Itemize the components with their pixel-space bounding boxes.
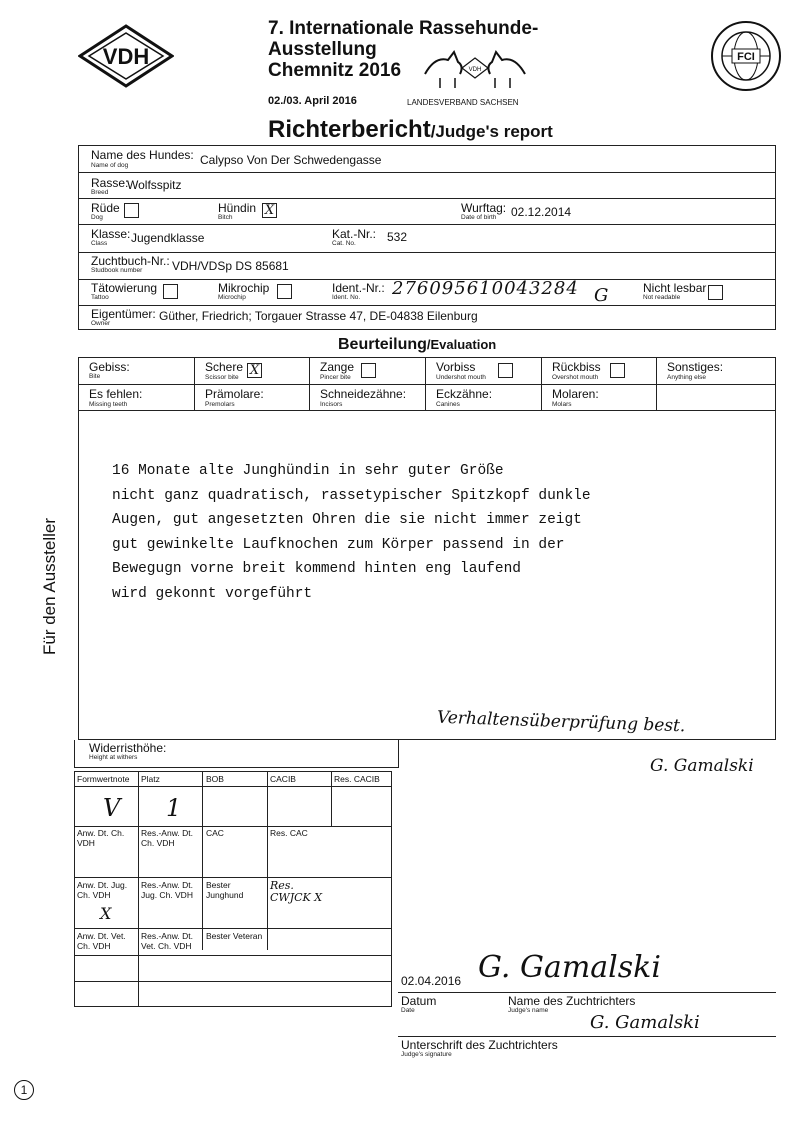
ident-sublabel: Ident. No. (332, 294, 361, 301)
premolars-label: Prämolare: (205, 387, 264, 401)
pincer-label: Zange (320, 360, 355, 374)
overshot-sublabel: Overshot mouth (552, 374, 599, 381)
bite-sublabel: Bite (89, 373, 101, 380)
other-sublabel: Anything else (667, 374, 707, 381)
anw-dt-jug-ch: Anw. Dt. Jug. Ch. VDH (77, 880, 128, 900)
behavior-note: Verhaltensüberprüfung best. (436, 707, 686, 737)
sidebar-for-exhibitor: Für den Aussteller (40, 517, 59, 655)
ident-value: 276095610043284 (392, 278, 579, 299)
scissor-label: Schere (205, 360, 244, 374)
incisors-sublabel: Incisors (320, 401, 343, 408)
anw-dt-vet-ch: Anw. Dt. Vet. Ch. VDH (77, 931, 126, 951)
judge-name-label: Name des Zuchtrichters (508, 994, 636, 1008)
female-sublabel: Bitch (218, 214, 233, 221)
female-checkbox[interactable]: X (262, 203, 277, 218)
res-anw-dt-jug-ch: Res.-Anw. Dt. Jug. Ch. VDH (141, 880, 193, 900)
svg-text:VDH: VDH (468, 67, 482, 73)
unreadable-sublabel: Not readable (643, 294, 681, 301)
anw-dt-ch: Anw. Dt. Ch. VDH (77, 828, 125, 848)
best-junior: Bester Junghund (206, 880, 244, 900)
unreadable-label: Nicht lesbar (643, 281, 707, 295)
signature-sublabel: Judge's signature (401, 1051, 452, 1058)
ident-initial: G (594, 285, 609, 306)
pincer-checkbox[interactable] (361, 363, 376, 378)
dob-label: Wurftag: (461, 201, 507, 215)
best-veteran: Bester Veteran (206, 931, 263, 941)
ident-label: Ident.-Nr.: (332, 281, 385, 295)
evaluation-signature: G. Gamalski (650, 756, 754, 776)
svg-text:VDH: VDH (102, 44, 150, 69)
scissor-checkbox[interactable]: X (247, 363, 262, 378)
unreadable-checkbox[interactable] (708, 285, 723, 300)
dob-value: 02.12.2014 (511, 205, 572, 219)
canines-sublabel: Canines (436, 401, 460, 408)
male-checkbox[interactable] (124, 203, 139, 218)
judge-signature: G. Gamalski (590, 1012, 700, 1033)
missing-sublabel: Missing teeth (89, 401, 128, 408)
cat-sublabel: Cat. No. (332, 240, 356, 247)
withers-label: Widerristhöhe: (89, 741, 167, 755)
studbook-sublabel: Studbook number (91, 267, 143, 274)
male-sublabel: Dog (91, 214, 103, 221)
incisors-label: Schneidezähne: (320, 387, 407, 401)
overshot-checkbox[interactable] (610, 363, 625, 378)
header-res-cacib: Res. CACIB (334, 774, 380, 784)
cat-value: 532 (387, 230, 408, 244)
evaluation-line: 16 Monate alte Junghündin in sehr guter Größe (112, 463, 504, 479)
evaluation-line: Bewegugn vorne breit kommend hinten eng laufend (112, 561, 521, 577)
tattoo-checkbox[interactable] (163, 284, 178, 299)
header-grade: Formwertnote (77, 774, 130, 784)
missing-label: Es fehlen: (89, 387, 143, 401)
dog-name-sublabel: Name of dog (91, 162, 129, 169)
pincer-sublabel: Pincer bite (320, 374, 351, 381)
evaluation-line: Augen, gut angesetzten Ohren die sie nicht immer zeigt (112, 512, 582, 528)
place-value: 1 (166, 794, 182, 822)
page-number: 1 (14, 1080, 34, 1100)
spitz-emblem-icon (420, 44, 530, 92)
judge-date: 02.04.2016 (401, 974, 462, 988)
overshot-label: Rückbiss (552, 360, 601, 374)
chip-checkbox[interactable] (277, 284, 292, 299)
owner-label: Eigentümer: (91, 307, 156, 321)
undershot-checkbox[interactable] (498, 363, 513, 378)
date-label: Datum (401, 994, 437, 1008)
fci-globe-icon (710, 20, 782, 92)
class-sublabel: Class (91, 240, 108, 247)
withers-sublabel: Height at withers (89, 754, 138, 761)
owner-value: Güther, Friedrich; Torgauer Strasse 47, DE-04838 Eilenburg (159, 309, 478, 323)
dog-name-value: Calypso Von Der Schwedengasse (200, 153, 382, 167)
other-label: Sonstiges: (667, 360, 724, 374)
cac: CAC (206, 828, 224, 838)
canines-label: Eckzähne: (436, 387, 493, 401)
judge-name: G. Gamalski (478, 950, 661, 985)
female-label: Hündin (218, 201, 257, 215)
studbook-label: Zuchtbuch-Nr.: (91, 254, 170, 268)
class-value: Jugendklasse (131, 231, 205, 245)
dob-sublabel: Date of birth (461, 214, 497, 221)
header-bob: BOB (206, 774, 224, 784)
class-label: Klasse: (91, 227, 131, 241)
molars-sublabel: Molars (552, 401, 572, 408)
breed-label: Rasse: (91, 176, 129, 190)
svg-text:FCI: FCI (737, 51, 755, 63)
dog-name-label: Name des Hundes: (91, 148, 194, 162)
tattoo-label: Tätowierung (91, 281, 158, 295)
date-sublabel: Date (401, 1007, 415, 1014)
male-label: Rüde (91, 201, 120, 215)
res-anw-dt-ch: Res.-Anw. Dt. Ch. VDH (141, 828, 193, 848)
vdh-logo (78, 24, 174, 88)
show-emblem (420, 44, 530, 92)
res-anw-dt-vet-ch: Res.-Anw. Dt. Vet. Ch. VDH (141, 931, 193, 951)
landesverband-label: LANDESVERBAND SACHSEN (407, 98, 519, 107)
tattoo-sublabel: Tattoo (91, 294, 109, 301)
breed-sublabel: Breed (91, 189, 109, 196)
undershot-sublabel: Undershot mouth (436, 374, 486, 381)
cat-label: Kat.-Nr.: (332, 227, 377, 241)
header-cacib: CACIB (270, 774, 296, 784)
show-date: 02./03. April 2016 (268, 95, 357, 107)
judge-name-sublabel: Judge's name (508, 1007, 549, 1014)
bite-label: Gebiss: (89, 360, 130, 374)
fci-logo (710, 20, 782, 92)
grade-value: V (103, 794, 121, 822)
owner-sublabel: Owner (91, 320, 111, 327)
evaluation-line: wird gekonnt vorgeführt (112, 585, 313, 602)
evaluation-heading: Beurteilung/Evaluation (338, 336, 497, 353)
breed-value: Wolfsspitz (127, 178, 182, 192)
evaluation-line: gut gewinkelte Laufknochen zum Körper passend in der (112, 536, 565, 553)
scissor-sublabel: Scissor bite (205, 374, 239, 381)
junior-champion-mark: X (100, 904, 112, 923)
res-cac: Res. CAC (270, 828, 308, 838)
chip-label: Mikrochip (218, 281, 270, 295)
report-title: Richterbericht/Judge's report (268, 116, 553, 143)
header-place: Platz (141, 774, 160, 784)
evaluation-line: nicht ganz quadratisch, rassetypischer Spitzkopf dunkle (112, 487, 591, 504)
premolars-sublabel: Premolars (205, 401, 235, 408)
evaluation-text (112, 459, 591, 606)
signature-label: Unterschrift des Zuchtrichters (401, 1038, 558, 1052)
res-cacib-junior-mark: Res. CWJCK X (270, 879, 323, 904)
undershot-label: Vorbiss (436, 360, 476, 374)
chip-sublabel: Microchip (218, 294, 246, 301)
show-title: 7. Internationale Rassehunde- Ausstellung Chemnitz 2016 (268, 18, 539, 81)
molars-label: Molaren: (552, 387, 599, 401)
studbook-value: VDH/VDSp DS 85681 (172, 259, 289, 273)
vdh-diamond-icon (78, 24, 174, 88)
